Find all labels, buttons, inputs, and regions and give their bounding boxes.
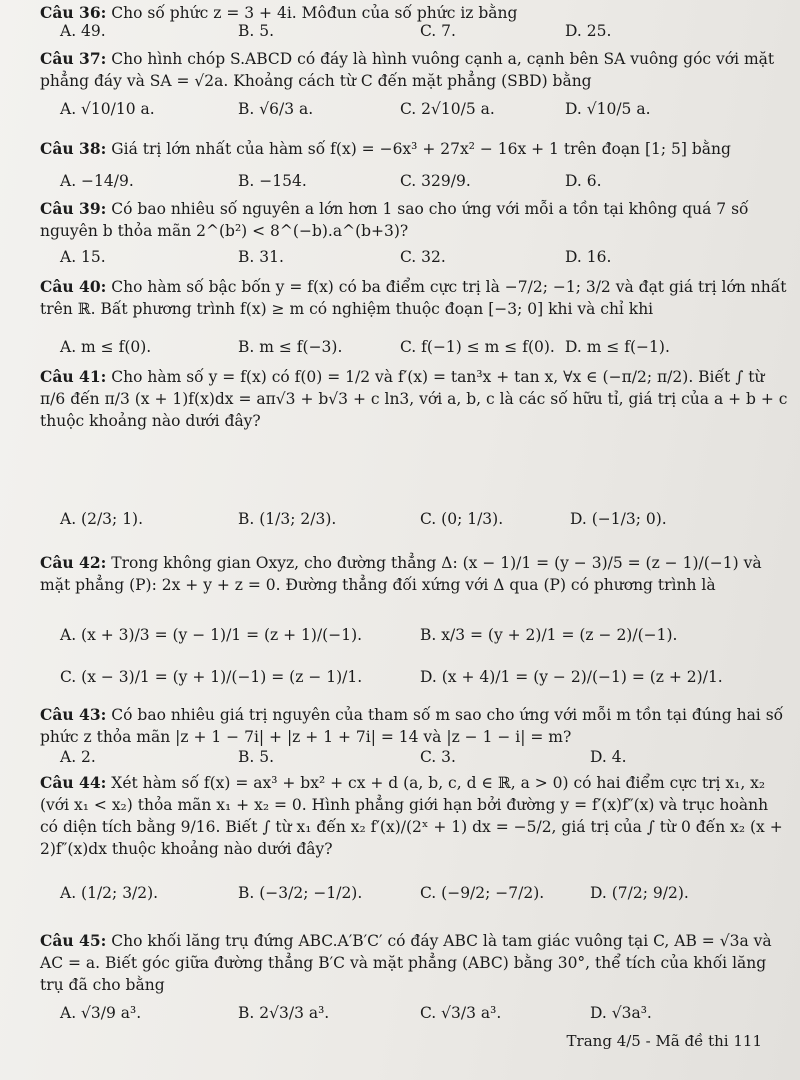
option-c: C. (−9/2; −7/2). bbox=[420, 884, 545, 902]
options-41 bbox=[60, 510, 788, 540]
option-a: A. (2/3; 1). bbox=[60, 510, 144, 528]
question-45: Câu 45: Cho khối lăng trụ đứng ABC.A′B′C′ có đáy ABC là tam giác vuông tại C, AB = √3a và AC = a. Biết góc giữa đường thẳng B′C và mặt phẳng (ABC) bằng 30°, thể tích của khối lăng trụ đã cho bằng bbox=[40, 931, 772, 994]
options-37 bbox=[60, 100, 788, 130]
option-d: D. 16. bbox=[565, 248, 612, 266]
option-b: B. (−3/2; −1/2). bbox=[238, 884, 363, 902]
options-40 bbox=[60, 338, 788, 368]
question-38: Câu 38: Giá trị lớn nhất của hàm số f(x) = −6x³ + 27x² − 16x + 1 trên đoạn [1; 5] bằng bbox=[40, 139, 731, 158]
option-c: C. 329/9. bbox=[400, 172, 471, 190]
option-a: A. (x + 3)/3 = (y − 1)/1 = (z + 1)/(−1). bbox=[60, 626, 363, 644]
option-b: B. 31. bbox=[238, 248, 284, 266]
option-b: B. (1/3; 2/3). bbox=[238, 510, 337, 528]
option-d: D. m ≤ f(−1). bbox=[565, 338, 670, 356]
question-37: Câu 37: Cho hình chóp S.ABCD có đáy là hình vuông cạnh a, cạnh bên SA vuông góc với mặt phẳng đáy và SA = √2a. Khoảng cách từ C đến mặt phẳng (SBD) bằng bbox=[40, 49, 775, 90]
option-b: B. 5. bbox=[238, 748, 275, 766]
options-42-row2 bbox=[60, 668, 788, 698]
option-c: C. 3. bbox=[420, 748, 456, 766]
options-42-row1 bbox=[60, 626, 788, 656]
option-b: B. 5. bbox=[238, 22, 275, 40]
option-c: C. (0; 1/3). bbox=[420, 510, 504, 528]
option-d: D. √10/5 a. bbox=[565, 100, 651, 118]
options-45 bbox=[60, 1004, 788, 1034]
options-39 bbox=[60, 248, 788, 278]
option-b: B. m ≤ f(−3). bbox=[238, 338, 343, 356]
option-a: A. 49. bbox=[60, 22, 106, 40]
option-d: D. (7/2; 9/2). bbox=[590, 884, 689, 902]
option-d: D. (x + 4)/1 = (y − 2)/(−1) = (z + 2)/1. bbox=[420, 668, 723, 686]
option-c: C. (x − 3)/1 = (y + 1)/(−1) = (z − 1)/1. bbox=[60, 668, 363, 686]
option-b: B. x/3 = (y + 2)/1 = (z − 2)/(−1). bbox=[420, 626, 678, 644]
page-footer: Trang 4/5 - Mã đề thi 111 bbox=[566, 1032, 762, 1050]
options-44 bbox=[60, 884, 788, 914]
option-a: A. −14/9. bbox=[60, 172, 134, 190]
question-41: Câu 41: Cho hàm số y = f(x) có f(0) = 1/2 và f′(x) = tan³x + tan x, ∀x ∈ (−π/2; π/2). Biết ∫ từ π/6 đến π/3 (x + 1)f(x)dx = aπ√3 + b√3 + c ln3, với a, b, c là các số hữu tỉ, giá trị của a + b + c thuộc khoảng nào dưới đây? bbox=[40, 367, 788, 430]
option-a: A. (1/2; 3/2). bbox=[60, 884, 159, 902]
question-42: Câu 42: Trong không gian Oxyz, cho đường thẳng Δ: (x − 1)/1 = (y − 3)/5 = (z − 1)/(−1) và mặt phẳng (P): 2x + y + z = 0. Đường thẳng đối xứng với Δ qua (P) có phương trình là bbox=[40, 553, 762, 594]
option-a: A. √3/9 a³. bbox=[60, 1004, 142, 1022]
question-43: Câu 43: Có bao nhiêu giá trị nguyên của tham số m sao cho ứng với mỗi m tồn tại đúng hai số phức z thỏa mãn |z + 1 − 7i| + |z + 1 + 7i| = 14 và |z − 1 − i| = m? bbox=[40, 705, 784, 746]
option-c: C. f(−1) ≤ m ≤ f(0). bbox=[400, 338, 555, 356]
question-39: Câu 39: Có bao nhiêu số nguyên a lớn hơn 1 sao cho ứng với mỗi a tồn tại không quá 7 số nguyên b thỏa mãn 2^(b²) < 8^(−b).a^(b+3)? bbox=[40, 199, 749, 240]
option-b: B. 2√3/3 a³. bbox=[238, 1004, 330, 1022]
option-a: A. 2. bbox=[60, 748, 96, 766]
option-d: D. (−1/3; 0). bbox=[570, 510, 667, 528]
option-c: C. √3/3 a³. bbox=[420, 1004, 502, 1022]
option-a: A. 15. bbox=[60, 248, 106, 266]
question-44: Câu 44: Xét hàm số f(x) = ax³ + bx² + cx + d (a, b, c, d ∈ ℝ, a > 0) có hai điểm cực trị x₁, x₂ (với x₁ < x₂) thỏa mãn x₁ + x₂ = 0. Hình phẳng giới hạn bởi đường y = f′(x)f″(x) và trục hoành có diện tích bằng 9/16. Biết ∫ từ x₁ đến x₂ f′(x)/(2ˣ + 1) dx = −5/2, giá trị của ∫ từ 0 đến x₂ (x + 2)f″(x)dx thuộc khoảng nào dưới đây? bbox=[40, 773, 783, 858]
option-c: C. 32. bbox=[400, 248, 446, 266]
option-b: B. √6/3 a. bbox=[238, 100, 314, 118]
option-d: D. 4. bbox=[590, 748, 627, 766]
option-c: C. 7. bbox=[420, 22, 456, 40]
option-a: A. √10/10 a. bbox=[60, 100, 155, 118]
option-c: C. 2√10/5 a. bbox=[400, 100, 495, 118]
option-d: D. √3a³. bbox=[590, 1004, 652, 1022]
question-36: Câu 36: Cho số phức z = 3 + 4i. Môđun của số phức iz bằng bbox=[40, 3, 518, 22]
option-a: A. m ≤ f(0). bbox=[60, 338, 152, 356]
question-40: Câu 40: Cho hàm số bậc bốn y = f(x) có ba điểm cực trị là −7/2; −1; 3/2 và đạt giá trị lớn nhất trên ℝ. Bất phương trình f(x) ≥ m có nghiệm thuộc đoạn [−3; 0] khi và chỉ khi bbox=[40, 277, 787, 318]
option-b: B. −154. bbox=[238, 172, 307, 190]
option-d: D. 6. bbox=[565, 172, 602, 190]
option-d: D. 25. bbox=[565, 22, 612, 40]
